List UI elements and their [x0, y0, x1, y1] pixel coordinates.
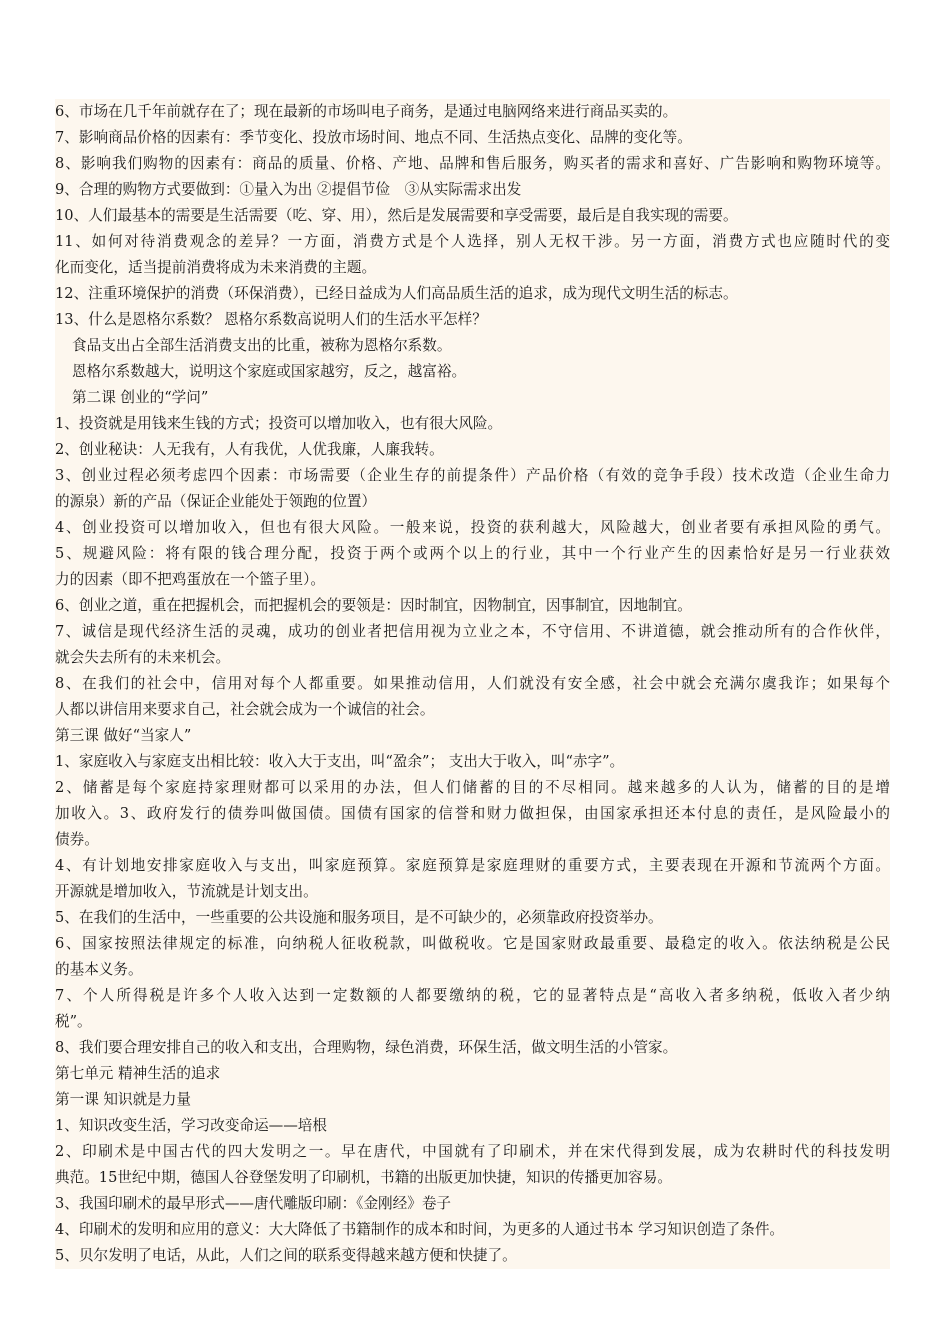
text-line: 1、知识改变生活，学习改变命运——培根 — [55, 1113, 890, 1139]
text-line: 9、合理的购物方式要做到：①量入为出 ②提倡节俭 ③从实际需求出发 — [55, 177, 890, 203]
text-line: 典范。15世纪中期，德国人谷登堡发明了印刷机，书籍的出版更加快捷，知识的传播更加容易。 — [55, 1165, 890, 1191]
text-line: 5、规避风险：将有限的钱合理分配，投资于两个或两个以上的行业，其中一个行业产生的因素恰好是另一行业获效 — [55, 541, 890, 567]
section-heading: 第二课 创业的“学问” — [55, 385, 890, 411]
text-line: 税”。 — [55, 1009, 890, 1035]
text-line: 1、投资就是用钱来生钱的方式；投资可以增加收入，也有很大风险。 — [55, 411, 890, 437]
text-line: 10、人们最基本的需要是生活需要（吃、穿、用），然后是发展需要和享受需要，最后是自我实现的需要。 — [55, 203, 890, 229]
text-line: 8、在我们的社会中，信用对每个人都重要。如果推动信用，人们就没有安全感，社会中就会充满尔虞我诈；如果每个 — [55, 671, 890, 697]
text-line: 7、个人所得税是许多个人收入达到一定数额的人都要缴纳的税，它的显著特点是“高收入者多纳税，低收入者少纳 — [55, 983, 890, 1009]
text-line: 开源就是增加收入，节流就是计划支出。 — [55, 879, 890, 905]
text-line: 化而变化，适当提前消费将成为未来消费的主题。 — [55, 255, 890, 281]
text-line: 人都以讲信用来要求自己，社会就会成为一个诚信的社会。 — [55, 697, 890, 723]
text-line: 8、影响我们购物的因素有：商品的质量、价格、产地、品牌和售后服务，购买者的需求和喜好、广告影响和购物环境等。 — [55, 151, 890, 177]
text-line: 13、什么是恩格尔系数？ 恩格尔系数高说明人们的生活水平怎样？ — [55, 307, 890, 333]
text-line: 6、市场在几千年前就存在了；现在最新的市场叫电子商务，是通过电脑网络来进行商品买卖的。 — [55, 99, 890, 125]
text-line: 5、在我们的生活中，一些重要的公共设施和服务项目，是不可缺少的，必须靠政府投资举办。 — [55, 905, 890, 931]
unit-heading: 第七单元 精神生活的追求 — [55, 1061, 890, 1087]
text-line: 恩格尔系数越大，说明这个家庭或国家越穷，反之，越富裕。 — [55, 359, 890, 385]
text-line: 力的因素（即不把鸡蛋放在一个篮子里）。 — [55, 567, 890, 593]
text-line: 3、我国印刷术的最早形式——唐代雕版印刷：《金刚经》卷子 — [55, 1191, 890, 1217]
text-line: 1、家庭收入与家庭支出相比较：收入大于支出，叫“盈余”； 支出大于收入，叫“赤字”。 — [55, 749, 890, 775]
text-line: 2、印刷术是中国古代的四大发明之一。早在唐代，中国就有了印刷术，并在宋代得到发展，成为农耕时代的科技发明 — [55, 1139, 890, 1165]
text-line: 7、影响商品价格的因素有：季节变化、投放市场时间、地点不同、生活热点变化、品牌的变化等。 — [55, 125, 890, 151]
text-line: 的基本义务。 — [55, 957, 890, 983]
text-line: 就会失去所有的未来机会。 — [55, 645, 890, 671]
text-line: 12、注重环境保护的消费（环保消费），已经日益成为人们高品质生活的追求，成为现代文明生活的标志。 — [55, 281, 890, 307]
section-heading: 第三课 做好“当家人” — [55, 723, 890, 749]
text-line: 7、诚信是现代经济生活的灵魂，成功的创业者把信用视为立业之本，不守信用、不讲道德，就会推动所有的合作伙伴， — [55, 619, 890, 645]
text-line: 11、如何对待消费观念的差异？一方面，消费方式是个人选择，别人无权干涉。另一方面，消费方式也应随时代的变 — [55, 229, 890, 255]
text-line: 5、贝尔发明了电话，从此，人们之间的联系变得越来越方便和快捷了。 — [55, 1243, 890, 1269]
section-heading: 第一课 知识就是力量 — [55, 1087, 890, 1113]
text-line: 2、创业秘诀：人无我有，人有我优，人优我廉，人廉我转。 — [55, 437, 890, 463]
text-line: 4、创业投资可以增加收入，但也有很大风险。一般来说，投资的获利越大，风险越大，创业者要有承担风险的勇气。 — [55, 515, 890, 541]
text-line: 3、创业过程必须考虑四个因素：市场需要（企业生存的前提条件）产品价格（有效的竞争手段）技术改造（企业生命力 — [55, 463, 890, 489]
text-line: 债券。 — [55, 827, 890, 853]
text-line: 的源泉）新的产品（保证企业能处于领跑的位置） — [55, 489, 890, 515]
text-line: 4、印刷术的发明和应用的意义：大大降低了书籍制作的成本和时间，为更多的人通过书本 学习知识创造了条件。 — [55, 1217, 890, 1243]
text-line: 6、国家按照法律规定的标准，向纳税人征收税款，叫做税收。它是国家财政最重要、最稳定的收入。依法纳税是公民 — [55, 931, 890, 957]
document-body — [55, 99, 890, 1269]
text-line: 8、我们要合理安排自己的收入和支出，合理购物，绿色消费，环保生活，做文明生活的小管家。 — [55, 1035, 890, 1061]
text-line: 加收入。3、政府发行的债券叫做国债。国债有国家的信誉和财力做担保，由国家承担还本付息的责任，是风险最小的 — [55, 801, 890, 827]
text-line: 食品支出占全部生活消费支出的比重，被称为恩格尔系数。 — [55, 333, 890, 359]
text-line: 4、有计划地安排家庭收入与支出，叫家庭预算。家庭预算是家庭理财的重要方式，主要表现在开源和节流两个方面。 — [55, 853, 890, 879]
text-line: 6、创业之道，重在把握机会，而把握机会的要领是：因时制宜，因物制宜，因事制宜，因地制宜。 — [55, 593, 890, 619]
text-line: 2、储蓄是每个家庭持家理财都可以采用的办法，但人们储蓄的目的不尽相同。越来越多的人认为，储蓄的目的是增 — [55, 775, 890, 801]
